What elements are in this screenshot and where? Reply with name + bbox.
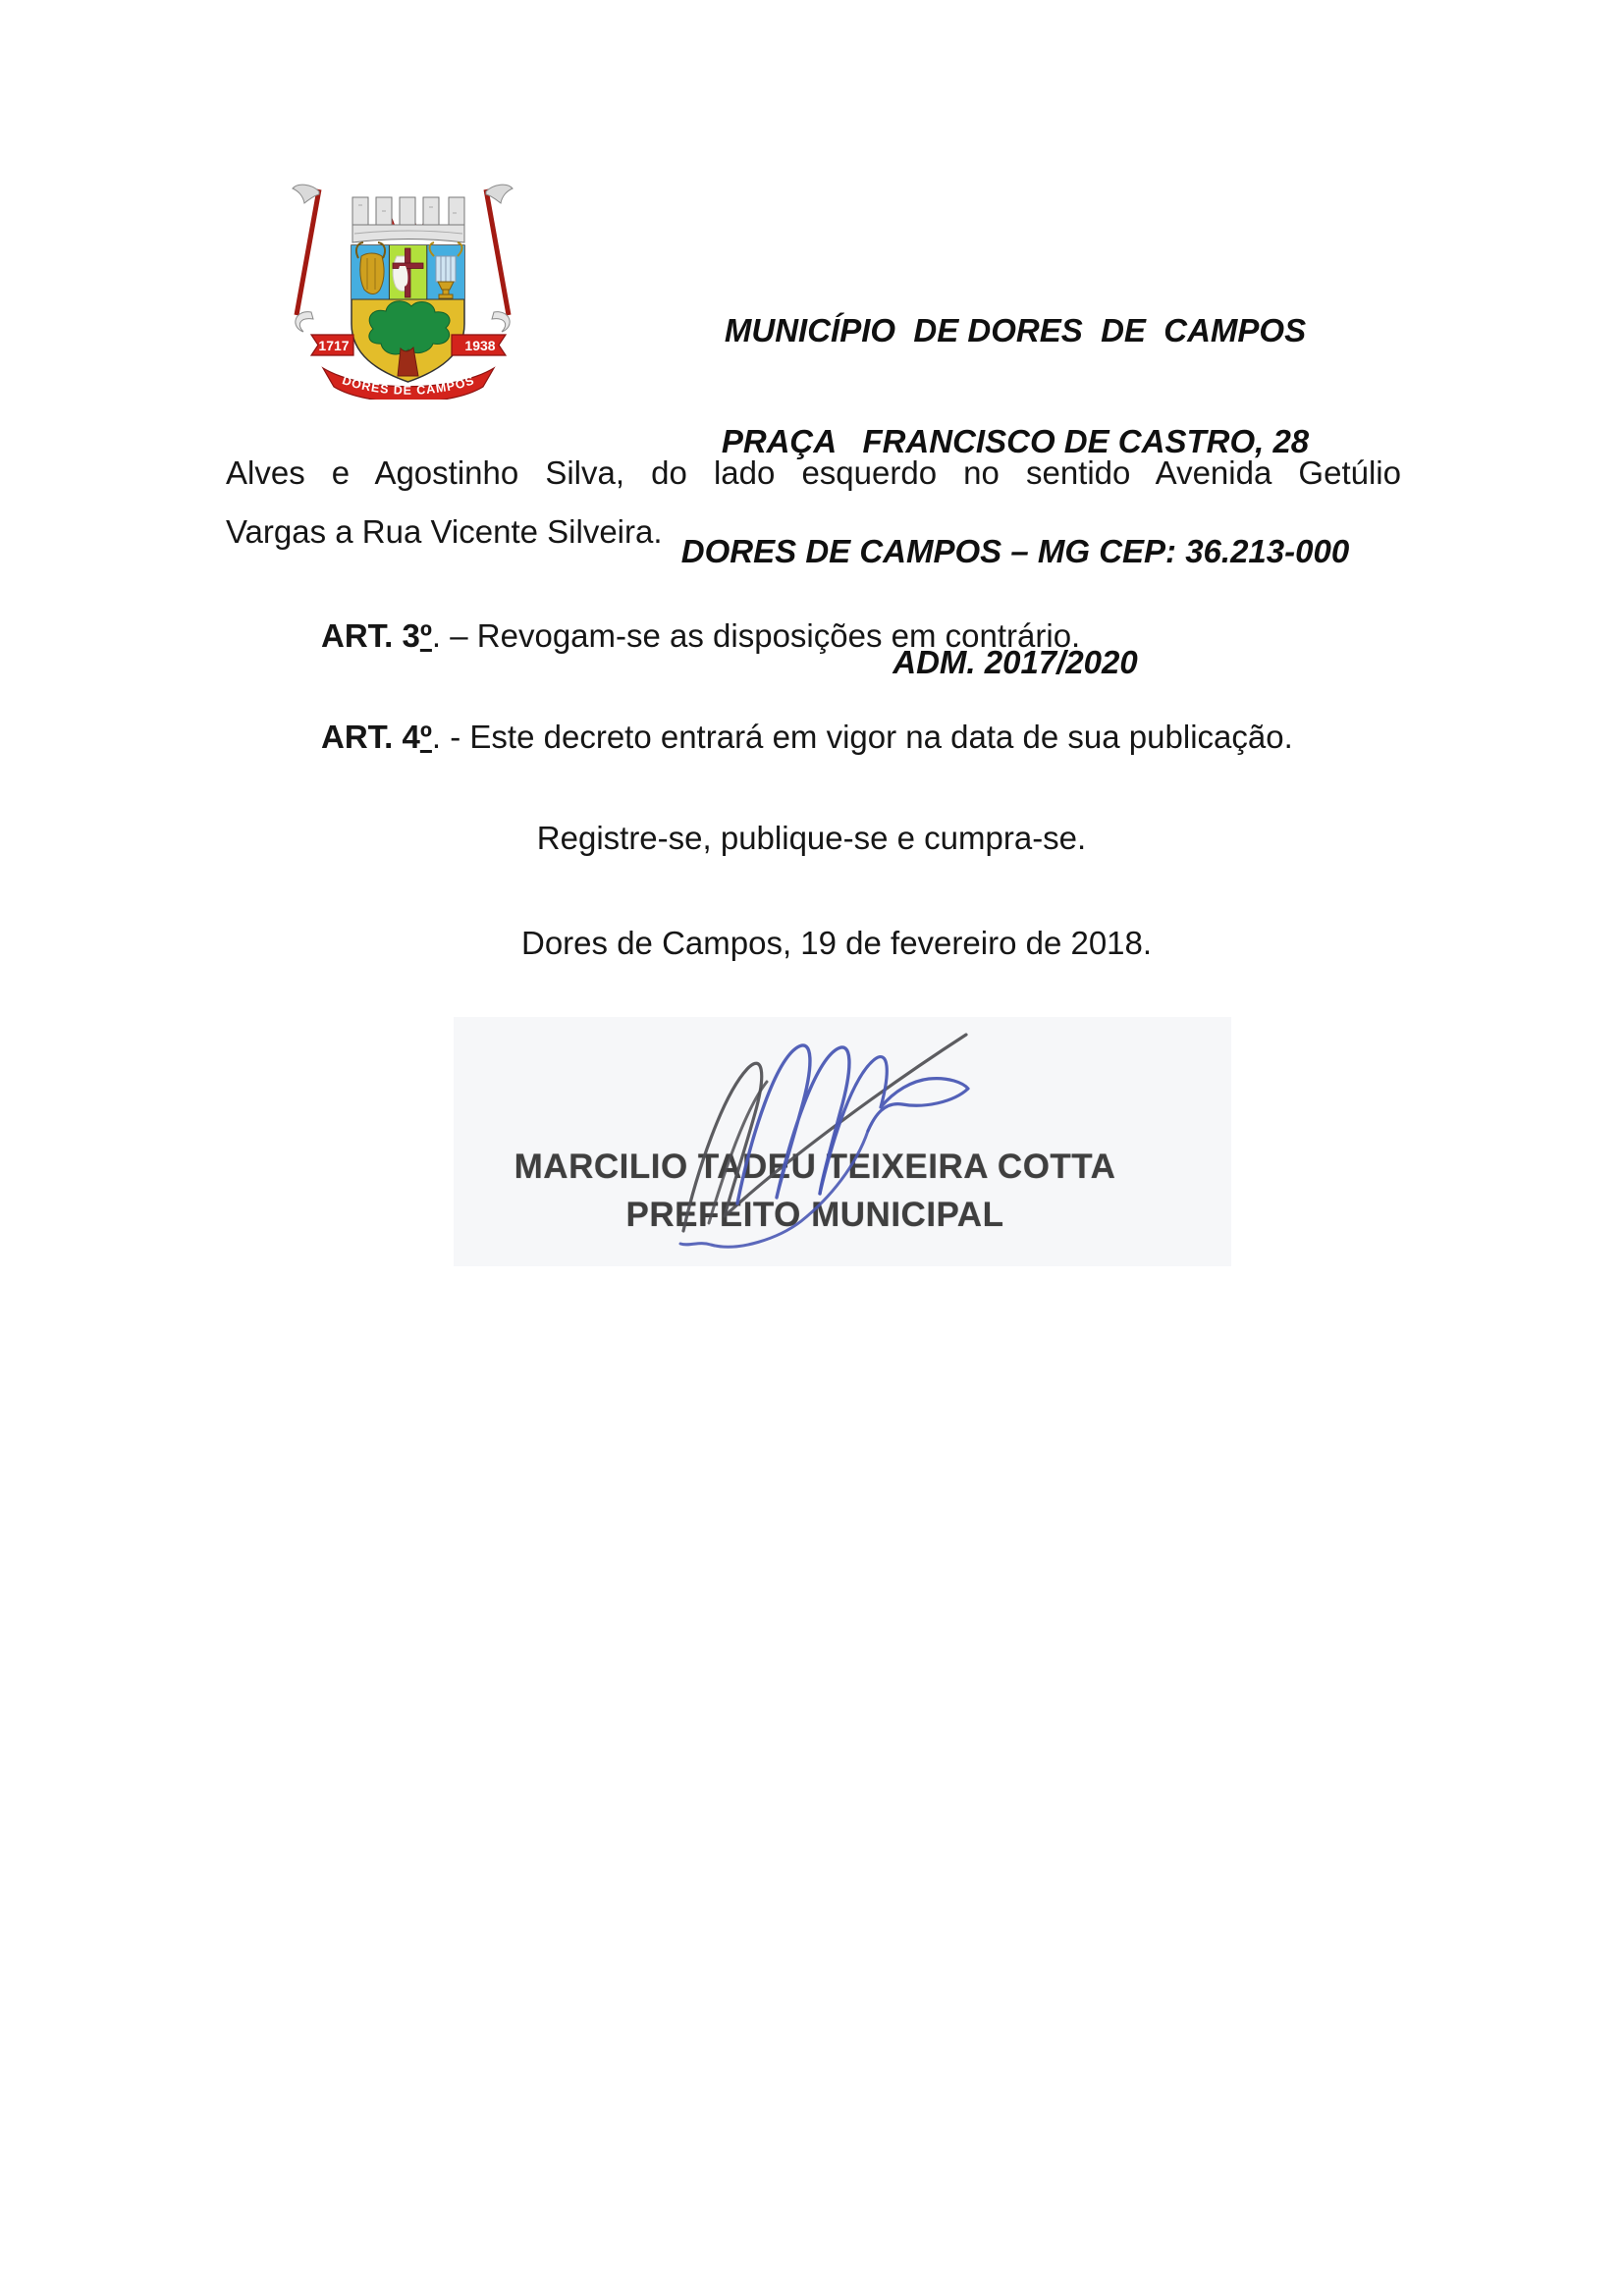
letterhead-line-municipality: MUNICÍPIO DE DORES DE CAMPOS: [724, 312, 1307, 348]
mural-crown-icon: [352, 197, 464, 242]
article-4-ordinal: º: [419, 719, 432, 755]
paragraph-line: Vargas a Rua Vicente Silveira.: [226, 513, 663, 550]
founding-year: 1717: [318, 338, 350, 353]
signatory-role: PREFEITO MUNICIPAL: [625, 1196, 1004, 1234]
letterhead-line-address: PRAÇA FRANCISCO DE CASTRO, 28: [721, 422, 1310, 459]
letterhead-line-administration: ADM. 2017/2020: [893, 643, 1138, 680]
signatory-name: MARCILIO TADEU TEIXEIRA COTTA: [514, 1148, 1116, 1186]
dateline: Dores de Campos, 19 de fevereiro de 2018.: [521, 925, 1153, 961]
body-paragraph: [226, 444, 1401, 561]
article-4: [321, 718, 1293, 757]
shield-icon: [352, 242, 464, 382]
letterhead-line-city-cep: DORES DE CAMPOS – MG CEP: 36.213-000: [680, 533, 1350, 569]
handwritten-signature-icon: [628, 1021, 1001, 1266]
municipal-coat-of-arms: [290, 182, 515, 400]
emancipation-year: 1938: [464, 338, 496, 353]
article-4-label: ART. 4: [321, 719, 420, 755]
article-3-text: . – Revogam-se as disposições em contrário.: [431, 617, 1081, 654]
motto-text: DORES DE CAMPOS: [340, 373, 477, 398]
article-3-label: ART. 3: [321, 617, 420, 654]
article-3: [321, 616, 1080, 656]
paragraph-line: Alves e Agostinho Silva, do lado esquerdo no sentido Avenida Getúlio: [226, 454, 1401, 491]
closing-formula: Registre-se, publique-se e cumpra-se.: [536, 820, 1087, 856]
article-3-ordinal: º: [419, 617, 432, 654]
article-4-text: . - Este decreto entrará em vigor na data de sua publicação.: [431, 719, 1293, 755]
